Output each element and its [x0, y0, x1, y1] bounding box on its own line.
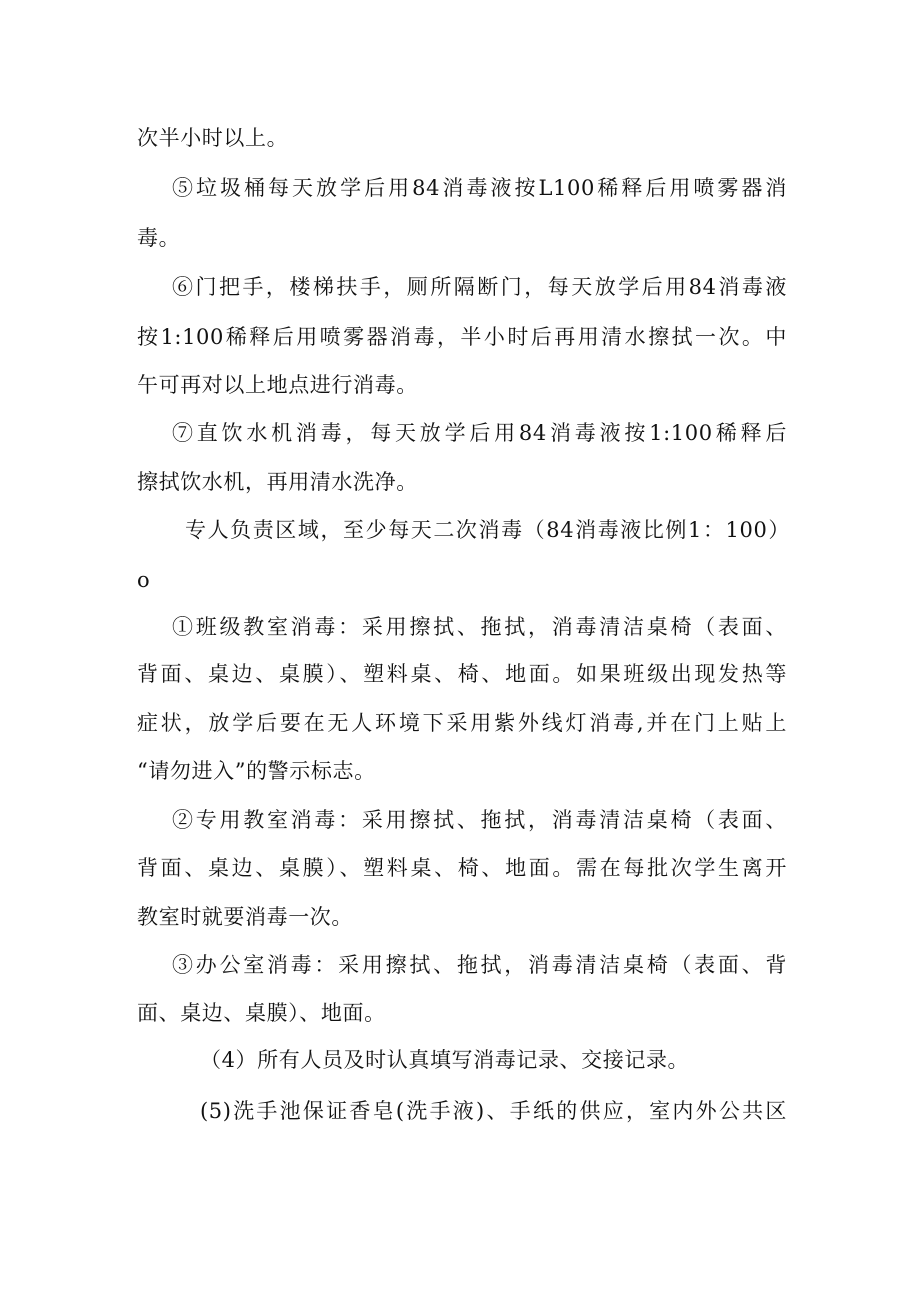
text-line: 次半小时以上。 — [137, 126, 289, 150]
text-line: 午可再对以上地点进行消毒。 — [137, 373, 418, 397]
text-line: 面、桌边、桌膜）、地面。 — [137, 1001, 386, 1025]
text-line: ②专用教室消毒：采用擦拭、拖拭，消毒清洁桌椅（表面、 — [172, 808, 787, 832]
text-line: ⑦直饮水机消毒，每天放学后用84消毒液按1:100稀释后 — [172, 421, 787, 445]
text-line: 擦拭饮水机，再用清水洗净。 — [137, 470, 418, 494]
text-line: 症状，放学后要在无人环境下采用紫外线灯消毒,并在门上贴上 — [137, 711, 787, 735]
text-line: (5)洗手池保证香皂(洗手液)、手纸的供应，室内外公共区 — [200, 1099, 787, 1123]
text-line: 毒。 — [137, 226, 181, 250]
text-line: “请勿进入”的警示标志。 — [137, 759, 376, 783]
text-line: ③办公室消毒：采用擦拭、拖拭，消毒清洁桌椅（表面、背 — [172, 953, 787, 977]
text-line: ⑤垃圾桶每天放学后用84消毒液按L100稀释后用喷雾器消 — [172, 176, 787, 200]
text-line: 背面、桌边、桌膜）、塑料桌、椅、地面。如果班级出现发热等 — [137, 662, 787, 686]
text-line: 教室时就要消毒一次。 — [137, 905, 353, 929]
text-line: （4）所有人员及时认真填写消毒记录、交接记录。 — [200, 1048, 690, 1072]
text-line: ⑥门把手，楼梯扶手，厕所隔断门，每天放学后用84消毒液 — [172, 275, 787, 299]
text-line: 背面、桌边、桌膜）、塑料桌、椅、地面。需在每批次学生离开 — [137, 856, 787, 880]
text-line: ①班级教室消毒：采用擦拭、拖拭，消毒清洁桌椅（表面、 — [172, 615, 787, 639]
text-line: 专人负责区域，至少每天二次消毒（84消毒液比例1：100） — [185, 518, 790, 542]
text-line: o — [137, 568, 151, 592]
text-line: 按1:100稀释后用喷雾器消毒，半小时后再用清水擦拭一次。中 — [137, 325, 787, 349]
